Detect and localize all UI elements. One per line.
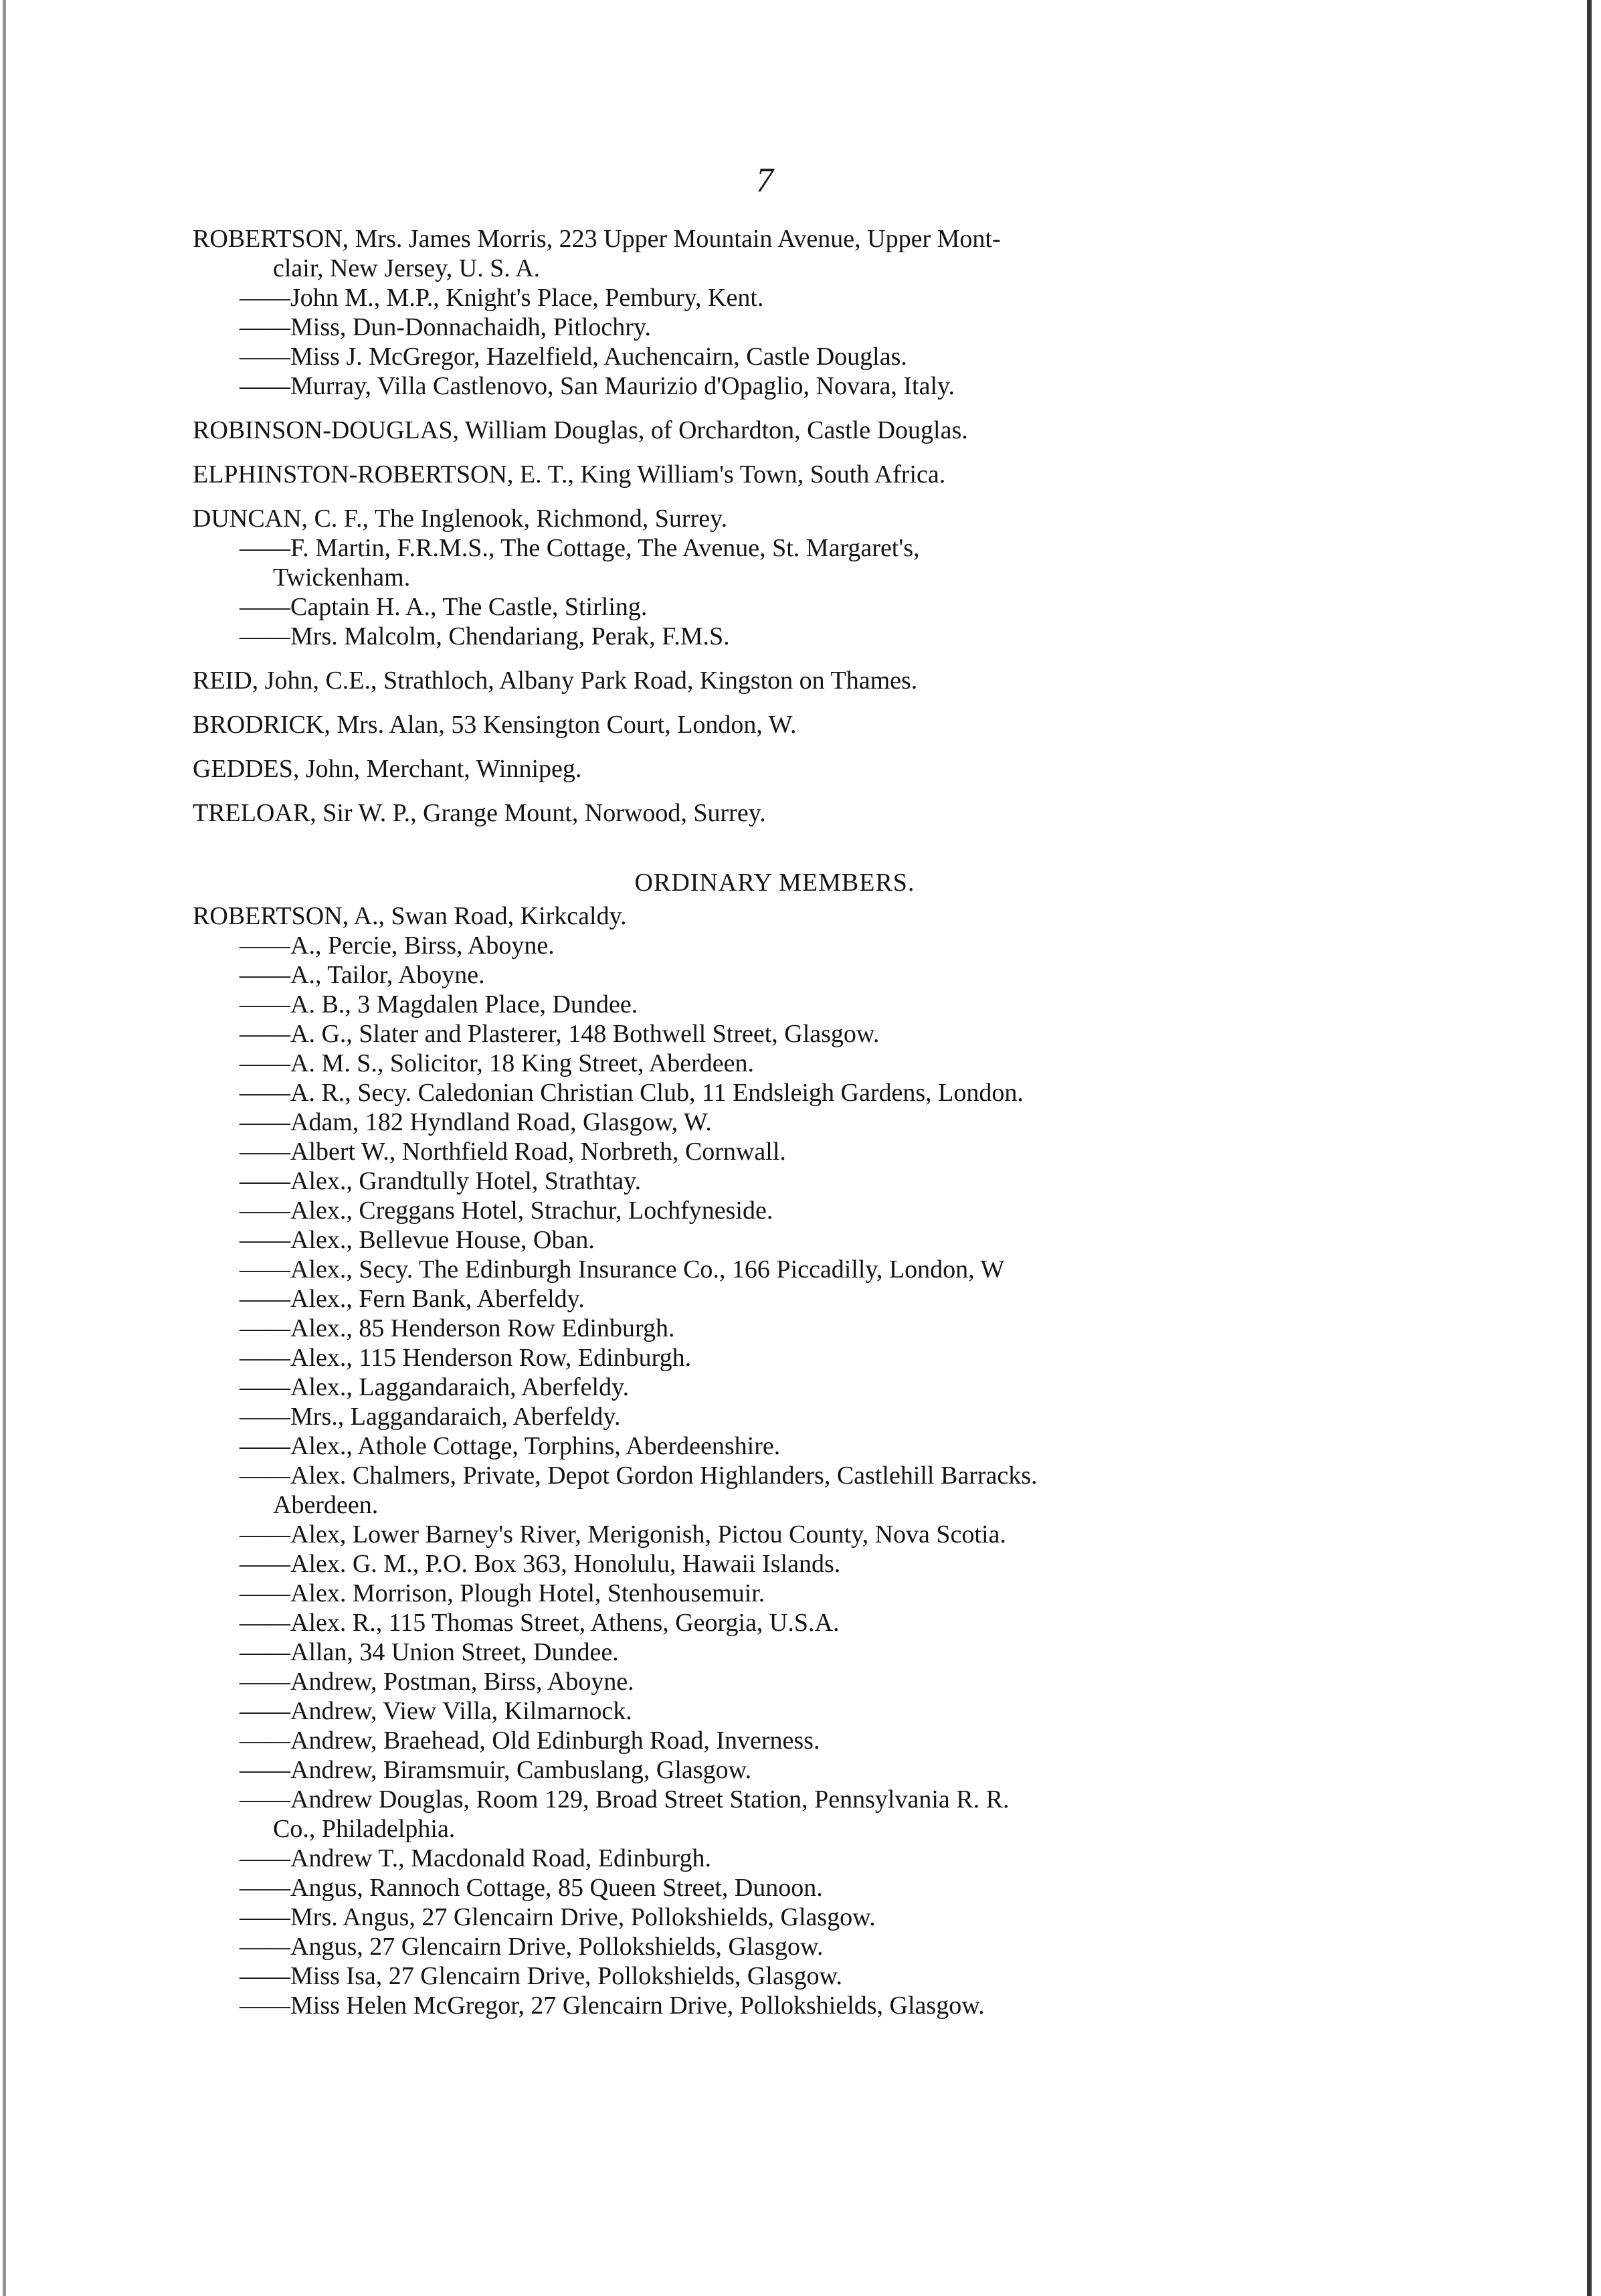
member-list bbox=[193, 224, 1357, 2020]
member-line: ——A. B., 3 Magdalen Place, Dundee. bbox=[240, 990, 638, 1019]
member-line: ——Alex., Creggans Hotel, Strachur, Lochfyneside. bbox=[240, 1197, 773, 1225]
entry-line: ——Murray, Villa Castlenovo, San Maurizio d'Opaglio, Novara, Italy. bbox=[240, 372, 955, 400]
entry-line: ——John M., M.P., Knight's Place, Pembury, Kent. bbox=[240, 284, 764, 312]
entry-line: ——Miss J. McGregor, Hazelfield, Auchencairn, Castle Douglas. bbox=[240, 343, 907, 371]
member-line: ——Alex., Laggandaraich, Aberfeldy. bbox=[240, 1373, 630, 1401]
member-line: ——A., Percie, Birss, Aboyne. bbox=[240, 932, 555, 960]
entry-line: TRELOAR, Sir W. P., Grange Mount, Norwood, Surrey. bbox=[193, 799, 766, 827]
member-line: ——Alex, Lower Barney's River, Merigonish, Pictou County, Nova Scotia. bbox=[240, 1520, 1006, 1549]
page-number: 7 bbox=[756, 161, 773, 199]
member-line: ——Andrew T., Macdonald Road, Edinburgh. bbox=[240, 1844, 712, 1872]
entry-line: ——F. Martin, F.R.M.S., The Cottage, The Avenue, St. Margaret's, bbox=[240, 534, 920, 562]
member-line: ——Albert W., Northfield Road, Norbreth, Cornwall. bbox=[240, 1138, 786, 1166]
entry-line: ——Captain H. A., The Castle, Stirling. bbox=[240, 593, 648, 621]
member-line: ——Alex. Chalmers, Private, Depot Gordon Highlanders, Castlehill Barracks. bbox=[240, 1462, 1038, 1490]
member-line: ——Alex., Secy. The Edinburgh Insurance Co., 166 Piccadilly, London, W bbox=[240, 1255, 1005, 1284]
member-continuation: Aberdeen. bbox=[273, 1491, 379, 1519]
member-line: ——Alex. G. M., P.O. Box 363, Honolulu, Hawaii Islands. bbox=[240, 1550, 841, 1578]
entry-line: DUNCAN, C. F., The Inglenook, Richmond, Surrey. bbox=[193, 505, 728, 533]
entry-block bbox=[193, 798, 1357, 828]
member-line: ——Andrew, View Villa, Kilmarnock. bbox=[240, 1697, 632, 1725]
member-line: ——Angus, 27 Glencairn Drive, Pollokshields, Glasgow. bbox=[240, 1933, 824, 1961]
entry-line: REID, John, C.E., Strathloch, Albany Park Road, Kingston on Thames. bbox=[193, 667, 918, 695]
member-line: ——Allan, 34 Union Street, Dundee. bbox=[240, 1638, 619, 1666]
member-line: ——Alex., 115 Henderson Row, Edinburgh. bbox=[240, 1344, 692, 1372]
member-line: ——Alex., Athole Cottage, Torphins, Aberdeenshire. bbox=[240, 1432, 781, 1460]
member-line: ——Alex. Morrison, Plough Hotel, Stenhousemuir. bbox=[240, 1579, 765, 1607]
member-line: ——A., Tailor, Aboyne. bbox=[240, 961, 485, 989]
member-line: ——Andrew, Biramsmuir, Cambuslang, Glasgow. bbox=[240, 1756, 752, 1784]
member-line: ——Angus, Rannoch Cottage, 85 Queen Street, Dunoon. bbox=[240, 1874, 823, 1902]
member-line: ——Andrew, Braehead, Old Edinburgh Road, Inverness. bbox=[240, 1727, 820, 1755]
member-line: ——Mrs. Angus, 27 Glencairn Drive, Pollokshields, Glasgow. bbox=[240, 1903, 876, 1931]
entry-line: GEDDES, John, Merchant, Winnipeg. bbox=[193, 755, 582, 783]
entry-block bbox=[193, 224, 1357, 401]
entry-block bbox=[193, 710, 1357, 739]
entry-block bbox=[193, 460, 1357, 489]
member-line: ——A. M. S., Solicitor, 18 King Street, Aberdeen. bbox=[240, 1049, 754, 1077]
entry-block bbox=[193, 504, 1357, 651]
entry-line: ——Miss, Dun-Donnachaidh, Pitlochry. bbox=[240, 313, 651, 341]
member-line: ——Alex. R., 115 Thomas Street, Athens, Georgia, U.S.A. bbox=[240, 1609, 840, 1637]
scan-edge-right bbox=[1587, 0, 1592, 2296]
member-line: ROBERTSON, A., Swan Road, Kirkcaldy. bbox=[193, 902, 627, 930]
section-heading: ORDINARY MEMBERS. bbox=[634, 869, 915, 897]
entry-line: ——Mrs. Malcolm, Chendariang, Perak, F.M.S. bbox=[240, 622, 730, 650]
entry-continuation: Twickenham. bbox=[273, 563, 411, 592]
entry-line: BRODRICK, Mrs. Alan, 53 Kensington Court, London, W. bbox=[193, 711, 797, 739]
entry-line: ELPHINSTON-ROBERTSON, E. T., King William's Town, South Africa. bbox=[193, 460, 946, 489]
entry-block bbox=[193, 416, 1357, 445]
member-line: ——Alex., 85 Henderson Row Edinburgh. bbox=[240, 1314, 675, 1342]
member-line: ——Adam, 182 Hyndland Road, Glasgow, W. bbox=[240, 1108, 712, 1136]
member-line: ——Andrew Douglas, Room 129, Broad Street Station, Pennsylvania R. R. bbox=[240, 1785, 1010, 1814]
member-line: ——Mrs., Laggandaraich, Aberfeldy. bbox=[240, 1403, 621, 1431]
ordinary-members-list bbox=[193, 901, 1357, 2020]
member-line: ——Alex., Grandtully Hotel, Strathtay. bbox=[240, 1167, 642, 1195]
entry-continuation: clair, New Jersey, U. S. A. bbox=[273, 254, 541, 282]
entry-block bbox=[193, 754, 1357, 784]
entry-block bbox=[193, 666, 1357, 695]
member-line: ——Alex., Bellevue House, Oban. bbox=[240, 1226, 595, 1254]
member-line: ——Miss Helen McGregor, 27 Glencairn Drive, Pollokshields, Glasgow. bbox=[240, 1992, 985, 2020]
scan-edge-left bbox=[3, 0, 6, 2296]
member-line: ——A. R., Secy. Caledonian Christian Club, 11 Endsleigh Gardens, London. bbox=[240, 1079, 1024, 1107]
entry-line: ROBERTSON, Mrs. James Morris, 223 Upper Mountain Avenue, Upper Mont- bbox=[193, 225, 1001, 253]
member-continuation: Co., Philadelphia. bbox=[273, 1815, 456, 1843]
member-line: ——Andrew, Postman, Birss, Aboyne. bbox=[240, 1668, 634, 1696]
member-line: ——Alex., Fern Bank, Aberfeldy. bbox=[240, 1285, 585, 1313]
member-line: ——A. G., Slater and Plasterer, 148 Bothwell Street, Glasgow. bbox=[240, 1020, 880, 1048]
member-line: ——Miss Isa, 27 Glencairn Drive, Pollokshields, Glasgow. bbox=[240, 1962, 842, 1990]
entry-line: ROBINSON-DOUGLAS, William Douglas, of Orchardton, Castle Douglas. bbox=[193, 416, 968, 444]
